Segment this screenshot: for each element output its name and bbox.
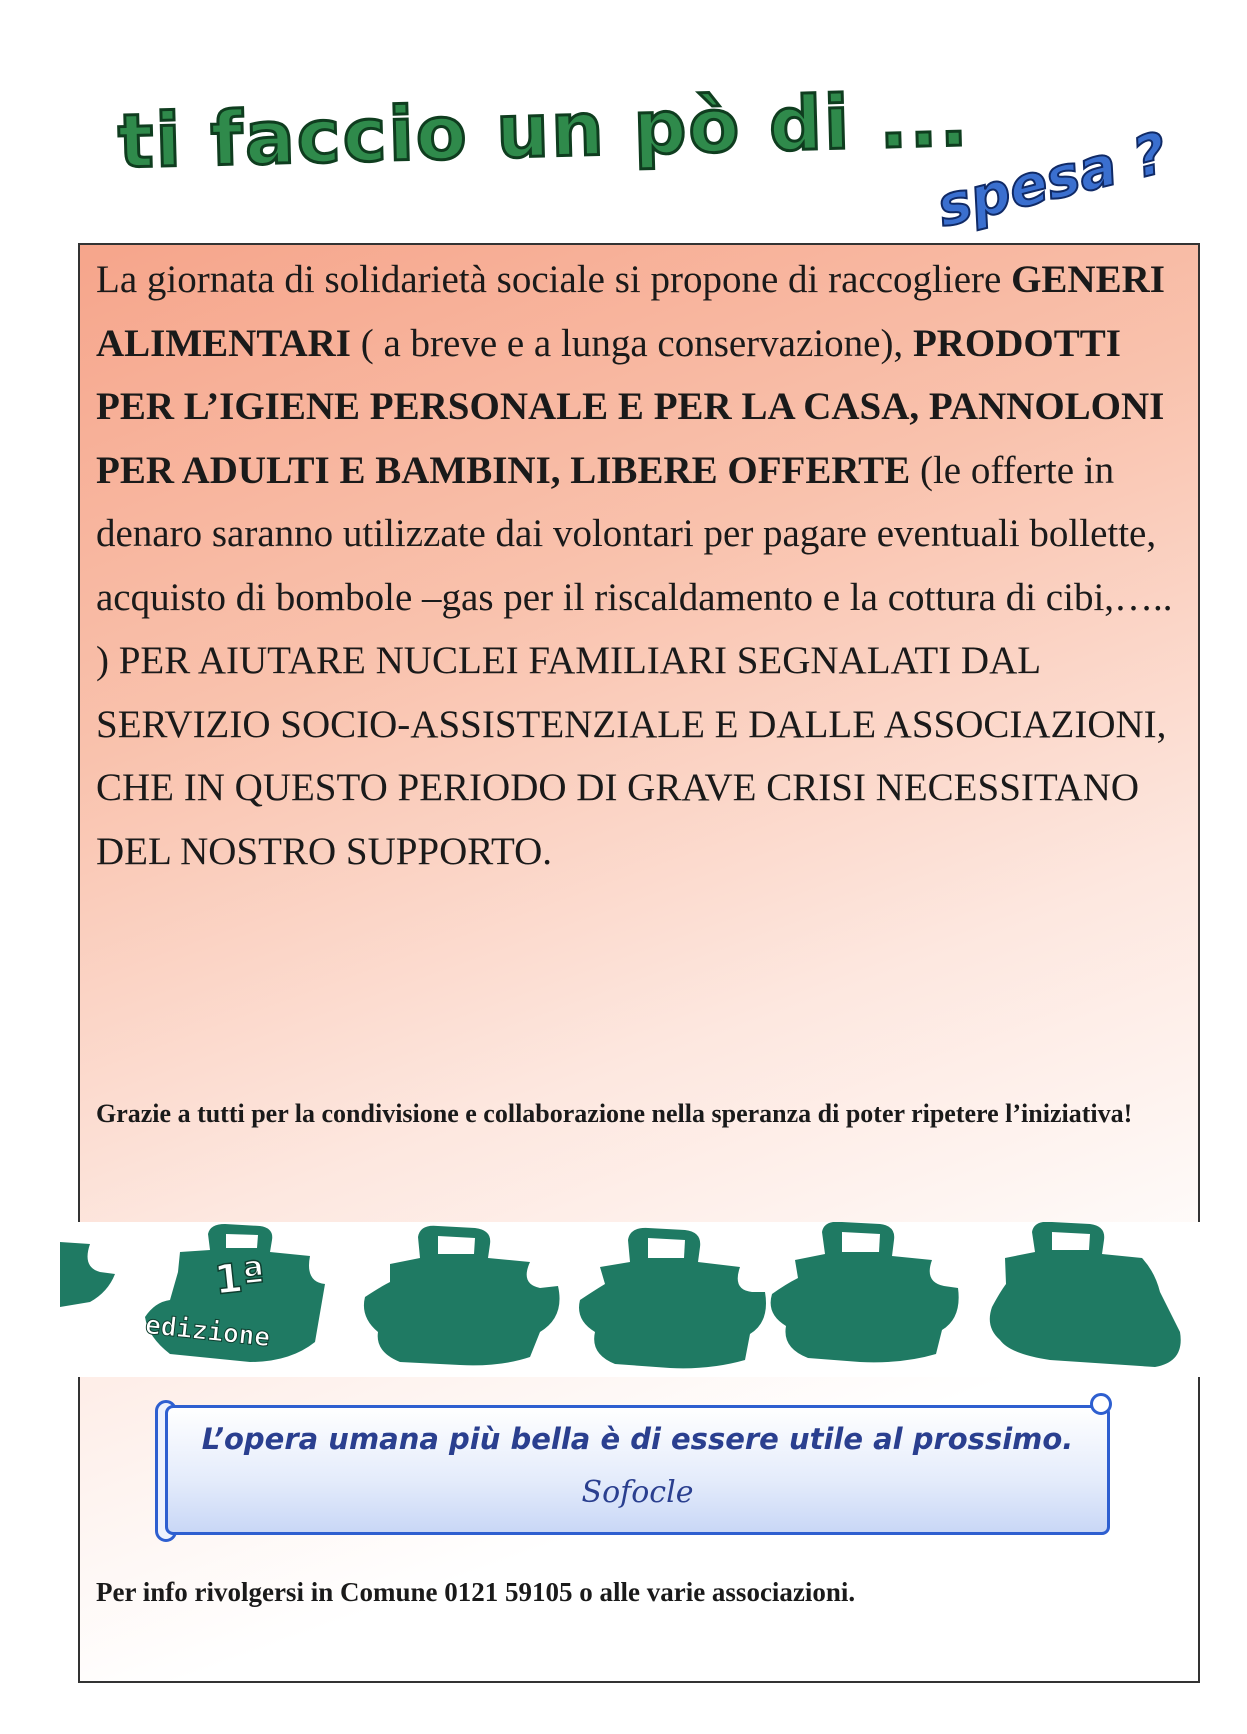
body-text-intro: La giornata di solidarietà sociale si propone di raccogliere <box>96 258 1012 301</box>
puzzle-bag-handle-icon <box>438 1236 475 1254</box>
puzzle-bags-banner <box>60 1222 1247 1377</box>
quote-author: Sofocle <box>581 1475 694 1510</box>
body-paragraph <box>96 248 1181 883</box>
body-text-conservation: ( a breve e a lunga conservazione), <box>350 321 913 365</box>
scroll-curl-right <box>1090 1393 1112 1415</box>
puzzle-bag-handle-icon <box>648 1238 685 1258</box>
body-text-products: PRODOTTI PER L’IGIENE PERSONALE E PER LA CASA, PANNOLONI PER ADULTI E BAMBINI, LIBERE OFFERTE <box>96 321 1165 492</box>
flyer-title: ti faccio un pò di ... <box>117 76 971 186</box>
edition-label: edizione <box>143 1310 272 1354</box>
puzzle-bag-handle-icon <box>842 1232 880 1252</box>
puzzle-bags-illustration <box>60 1222 1247 1377</box>
body-text-details: (le offerte in denaro saranno utilizzate dai volontari per pagare eventuali bollette, acquisto di bombole –gas per il riscaldamento e la cottura di cibi,….. ) PER AIUTARE NUCLEI FAMILIARI SEGNALATI DAL SERVIZIO SOCIO-ASSISTENZIALE E DALLE ASSOCIAZIONI, CHE IN QUESTO PERIODO DI GRAVE CRISI NECESSITANO DEL NOSTRO SUPPORTO. <box>96 448 1173 873</box>
quote-text: L’opera umana più bella è di essere utile al prossimo. <box>201 1422 1074 1456</box>
puzzle-bag-handle-icon <box>226 1234 258 1248</box>
puzzle-bag-handle-icon <box>1052 1232 1090 1250</box>
edition-number: 1ª <box>212 1252 268 1304</box>
thanks-text: Grazie a tutti per la condivisione e collaborazione nella speranza di poter ripetere l’iniziativa! <box>96 1099 1133 1128</box>
info-contact: Per info rivolgersi in Comune 0121 59105 o alle varie associazioni. <box>96 1577 856 1607</box>
body-text-food: GENERI ALIMENTARI <box>96 258 1165 365</box>
puzzle-bag-icon <box>60 1242 115 1307</box>
flyer-subtitle: spesa ? <box>930 120 1174 241</box>
